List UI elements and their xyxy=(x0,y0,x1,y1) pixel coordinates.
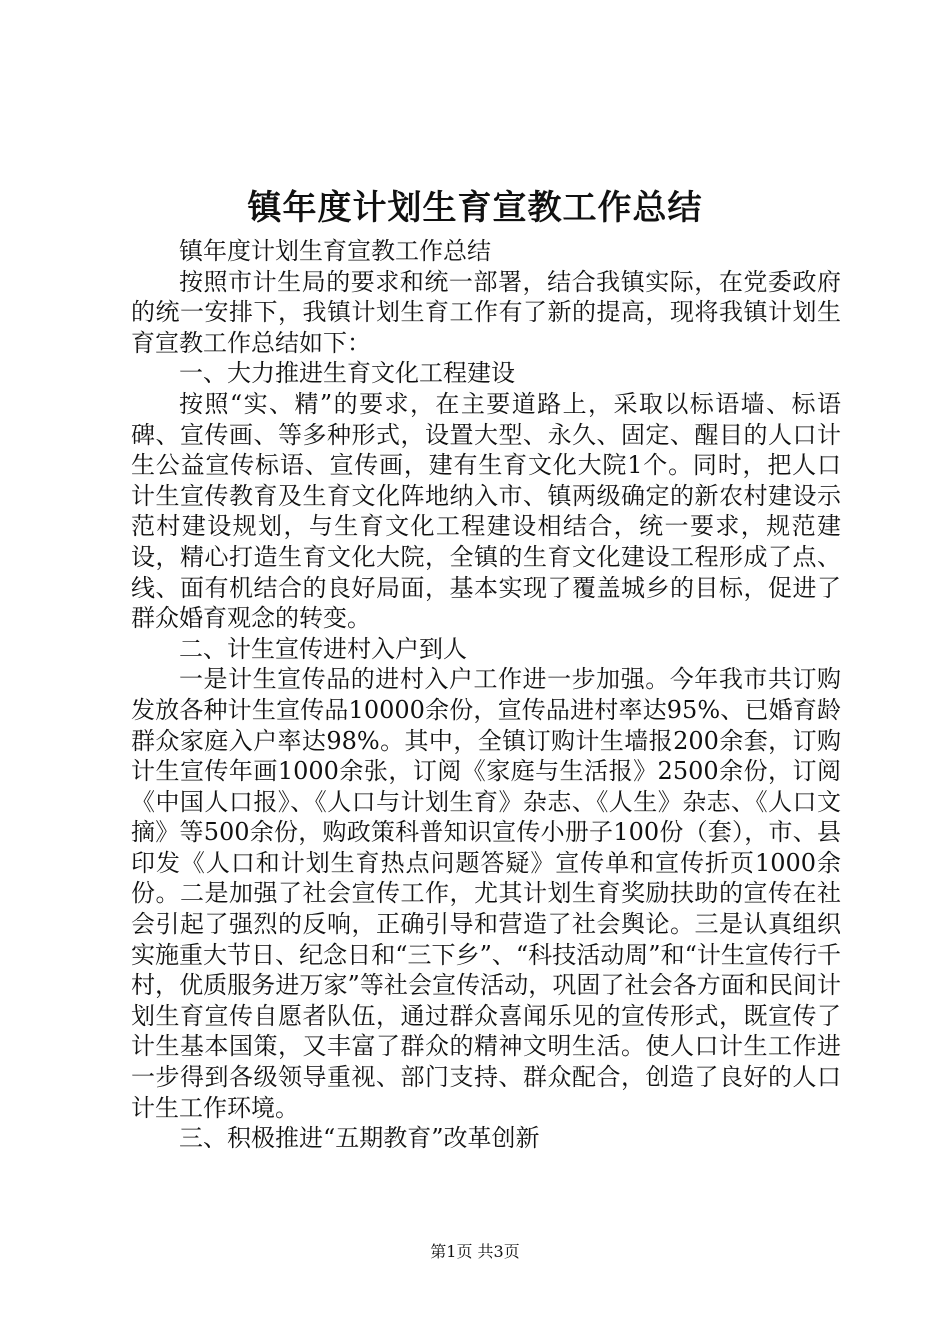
document-title: 镇年度计划生育宣教工作总结 xyxy=(247,188,703,228)
body-paragraph-intro: 按照市计生局的要求和统一部署，结合我镇实际，在党委政府的统一安排下，我镇计划生育工作有了新的提高，现将我镇计划生育宣教工作总结如下： xyxy=(131,267,841,357)
section-heading-3: 三、积极推进“五期教育”改革创新 xyxy=(179,1124,540,1153)
page-number-footer: 第1页 共3页 xyxy=(430,1242,520,1261)
body-paragraph-subtitle: 镇年度计划生育宣教工作总结 xyxy=(179,237,491,265)
section-heading-1: 一、大力推进生育文化工程建设 xyxy=(179,359,515,388)
body-paragraph-section-1: 按照“实、精”的要求，在主要道路上，采取以标语墙、标语碑、宣传画、等多种形式，设置大型、永久、固定、醒目的人口计生公益宣传标语、宣传画，建有生育文化大院1个。同时，把人口计生宣传教育及生育文化阵地纳入市、镇两级确定的新农村建设示范村建设规划，与生育文化工程建设相结合，统一要求，规范建设，精心打造生育文化大院，全镇的生育文化建设工程形成了点、线、面有机结合的良好局面，基本实现了覆盖城乡的目标，促进了群众婚育观念的转变。 xyxy=(131,389,841,633)
document-body xyxy=(131,236,841,1154)
body-paragraph-section-2: 一是计生宣传品的进村入户工作进一步加强。今年我市共订购发放各种计生宣传品10000余份，宣传品进村率达95%、已婚育龄群众家庭入户率达98%。其中，全镇订购计生墙报200余套，订购计生宣传年画1000余张，订阅《家庭与生活报》2500余份，订阅《中国人口报》、《人口与计划生育》杂志、《人生》杂志、《人口文摘》等500余份，购政策科普知识宣传小册子100份（套），市、县印发《人口和计划生育热点问题答疑》宣传单和宣传折页1000余份。二是加强了社会宣传工作，尤其计划生育奖励扶助的宣传在社会引起了强烈的反响，正确引导和营造了社会舆论。三是认真组织实施重大节日、纪念日和“三下乡”、“科技活动周”和“计生宣传行千村，优质服务进万家”等社会宣传活动，巩固了社会各方面和民间计划生育宣传自愿者队伍，通过群众喜闻乐见的宣传形式，既宣传了计生基本国策，又丰富了群众的精神文明生活。使人口计生工作进一步得到各级领导重视、部门支持、群众配合，创造了良好的人口计生工作环境。 xyxy=(131,665,841,1122)
section-heading-2: 二、计生宣传进村入户到人 xyxy=(179,634,467,663)
